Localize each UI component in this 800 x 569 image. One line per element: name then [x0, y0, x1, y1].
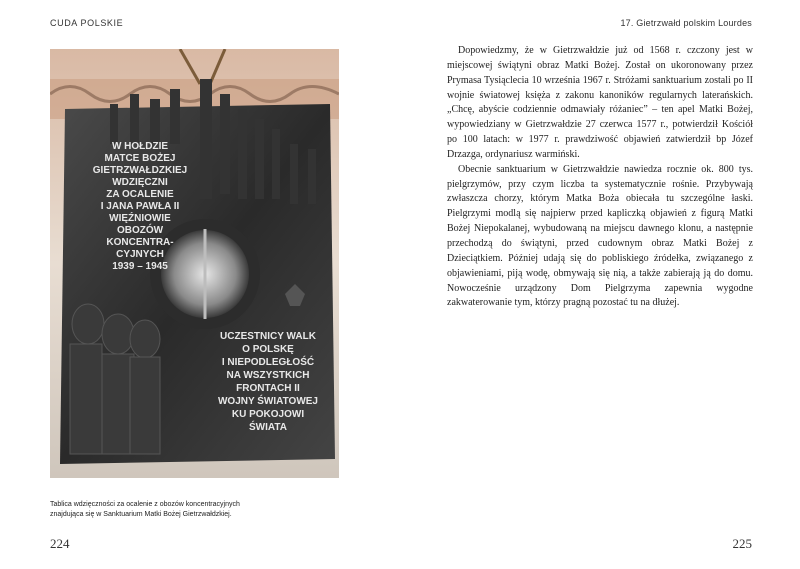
paragraph: Obecnie sanktuarium w Gietrzwałdzie nawiedza rocznie ok. 800 tys. pielgrzymów, przy czym liczba ta systematycznie rośnie. Przybywają zwłaszcza chorzy, którym Matka Boża obiecała tu szczególne łaski. Pielgrzymi modlą się najpierw przed kapliczką objawień z figurą Matki Bożej Niepokalanej, wybudowaną na miejscu dawnego klonu, a następnie przechodzą do świątyni, przed cudownym obraz Matki Bożej z Dzieciątkiem. Później udają się do pobliskiego źródełka, związanego z objawieniami, piją wodę, obmywają się nią, a także zabierają ją do domu. Nowocześnie urządzony Dom Pielgrzyma zapewnia wygodne zakwaterowanie tym, którzy pragną pozostać tu na dłużej.	[447, 163, 753, 309]
svg-text:UCZESTNICY WALK: UCZESTNICY WALK	[220, 331, 316, 342]
svg-text:KONCENTRA-: KONCENTRA-	[106, 237, 174, 248]
svg-text:WDZIĘCZNI: WDZIĘCZNI	[112, 177, 168, 188]
page-number-right: 225	[732, 536, 752, 551]
svg-text:MATCE BOŻEJ: MATCE BOŻEJ	[104, 153, 176, 164]
running-head-left: CUDA POLSKIE	[50, 18, 124, 28]
running-head-right: 17. Gietrzwałd polskim Lourdes	[620, 18, 752, 28]
svg-text:O POLSKĘ: O POLSKĘ	[242, 344, 294, 355]
caption-line-2: znajdująca się w Sanktuarium Matki Bożej Gietrzwałdzkiej.	[50, 511, 232, 518]
svg-text:NA WSZYSTKICH: NA WSZYSTKICH	[226, 370, 310, 381]
svg-text:WOJNY ŚWIATOWEJ: WOJNY ŚWIATOWEJ	[217, 396, 319, 407]
svg-text:OBOZÓW: OBOZÓW	[116, 225, 164, 236]
svg-text:CYJNYCH: CYJNYCH	[116, 249, 164, 260]
svg-text:W HOŁDZIE: W HOŁDZIE	[111, 141, 169, 152]
caption-line-1: Tablica wdzięczności za ocalenie z obozów koncentracyjnych	[50, 501, 240, 508]
svg-text:1939 – 1945: 1939 – 1945	[112, 261, 168, 272]
svg-text:ZA OCALENIE: ZA OCALENIE	[106, 189, 174, 200]
svg-text:FRONTACH II: FRONTACH II	[236, 383, 300, 394]
svg-text:I NIEPODLEGŁOŚĆ: I NIEPODLEGŁOŚĆ	[221, 357, 315, 368]
plaque-photo	[50, 49, 339, 478]
svg-text:ŚWIATA: ŚWIATA	[249, 422, 287, 433]
paragraph: Dopowiedzmy, że w Gietrzwałdzie już od 1568 r. czczony jest w miejscowej świątyni obraz Matki Bożej. Został on ukoronowany przez Prymasa Tysiąclecia 10 września 1967 r. Stróżami sanktuarium zostali po II wojnie światowej księża z zakonu kanoników regularnych laterańskich. „Chcę, abyście codziennie odmawiały różaniec” – ten apel Matki Bożej, wypowiedziany w Gietrzwałdzie 27 czerwca 1577 r., potwierdził Kościół po 100 latach: w 1977 r. prawdziwość objawień zatwierdził bp Józef Drzazga, ordynariusz warmiński.	[447, 45, 753, 160]
svg-text:KU POKOJOWI: KU POKOJOWI	[231, 409, 305, 420]
body-text	[447, 44, 753, 311]
svg-text:GIETRZWAŁDZKIEJ: GIETRZWAŁDZKIEJ	[92, 165, 188, 176]
svg-text:WIĘŹNIOWIE: WIĘŹNIOWIE	[109, 213, 171, 224]
page-number-left: 224	[50, 536, 70, 551]
svg-text:I JANA PAWŁA II: I JANA PAWŁA II	[100, 201, 180, 212]
figure-caption	[50, 500, 300, 520]
